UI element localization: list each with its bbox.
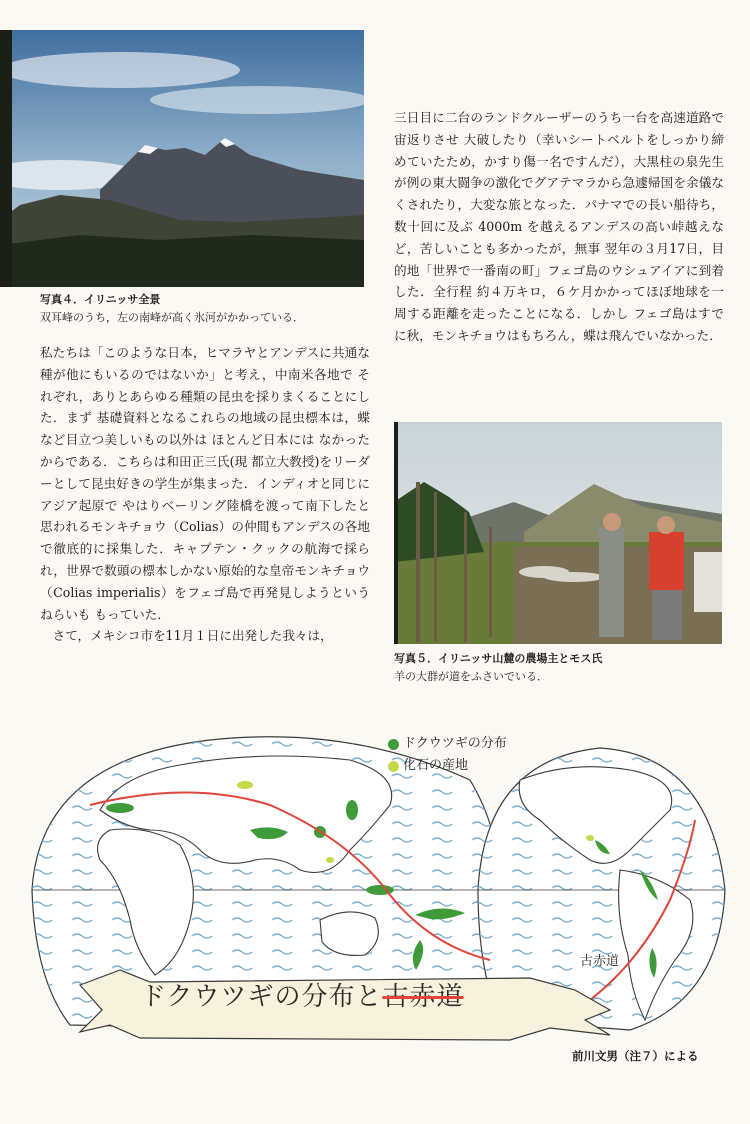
fossil-swatch: [388, 761, 399, 772]
photo4-caption: [40, 291, 370, 327]
photo5-caption-title: 写真５．イリニッサ山麓の農場主とモス氏: [394, 652, 603, 665]
map-title: [140, 976, 464, 1013]
photo4-caption-title: 写真４．イリニッサ全景: [40, 293, 161, 306]
distribution-swatch: [388, 739, 399, 750]
photo5-caption-text: 羊の大群が道をふさいでいる．: [394, 670, 548, 683]
legend-fossil-row: [388, 755, 507, 777]
legend-distribution-row: [388, 733, 507, 755]
photo-farm-owner-and-moss: [394, 422, 722, 644]
body-left-paragraph-2: さて，メキシコ市を11月１日に出発した我々は，: [52, 628, 333, 644]
map-title-main: ドクウツギの分布と: [140, 982, 383, 1012]
legend-distribution-label: ドクウツギの分布: [403, 736, 507, 751]
body-right-column: [394, 107, 724, 347]
body-left-paragraph-1: 私たちは「このような日本，ヒマラヤとアンデスに共通な種が他にもいるのではないか」と考え，中南米各地で それぞれ，ありとあらゆる種類の昆虫を採りまくることにした．まず 基礎資料となるこれらの地域の昆虫標本は，蝶など目立つ美しいもの以外は ほとんど日本には なかったからである．こちらは和田正三氏(現 都立大教授)をリーダーとして昆虫好きの学生が集まった．インディオと同じに アジア起原で やはりベーリング陸橋を渡って南下したと思われるモンキチョウ（Colias）の仲間もアンデスの各地で徹底的に採集した．キャプテン・クックの航海で採られ，世界で数頭の標本しかない原始的な皇帝モンキチョウ（Colias imperialis）をフェゴ島で再発見しようという ねらいも もっていた．: [40, 345, 370, 622]
photo5-caption: [394, 650, 724, 686]
photo-iliniza-panorama: [0, 30, 364, 287]
figure-credit: 前川文男（注７）による: [572, 1049, 699, 1063]
map-title-strike: 古赤道: [382, 982, 464, 1012]
photo4-caption-text: 双耳峰のうち，左の南峰が高く氷河がかかっている．: [40, 311, 304, 324]
paleo-equator-label: 古赤道: [580, 954, 620, 969]
map-legend: [388, 733, 507, 777]
legend-fossil-label: 化石の産地: [403, 758, 469, 773]
body-left-column: [40, 342, 370, 647]
body-right-paragraph-1: 三日目に二台のランドクルーザーのうち一台を高速道路で宙返りさせ 大破したり（幸いシートベルトをしっかり締めていたため，かすり傷一名ですんだ），大黒柱の泉先生が例の東大闘争の激化でグアテマラから急遽帰国を余儀なくされたり，大変な旅となった．パナマでの長い船待ち，数十回に及ぶ 4000m を越えるアンデスの高い峠越えなど，苦しいことも多かったが，無事 翌年の３月17日，目的地「世界で一番南の町」フェゴ島のウシュアイアに到着した．全行程 約４万キロ，６ケ月かかってほぼ地球を一周する距離を走ったことになる．しかし フェゴ島はすでに秋，モンキチョウはもちろん，蝶は飛んでいなかった．: [394, 110, 724, 343]
